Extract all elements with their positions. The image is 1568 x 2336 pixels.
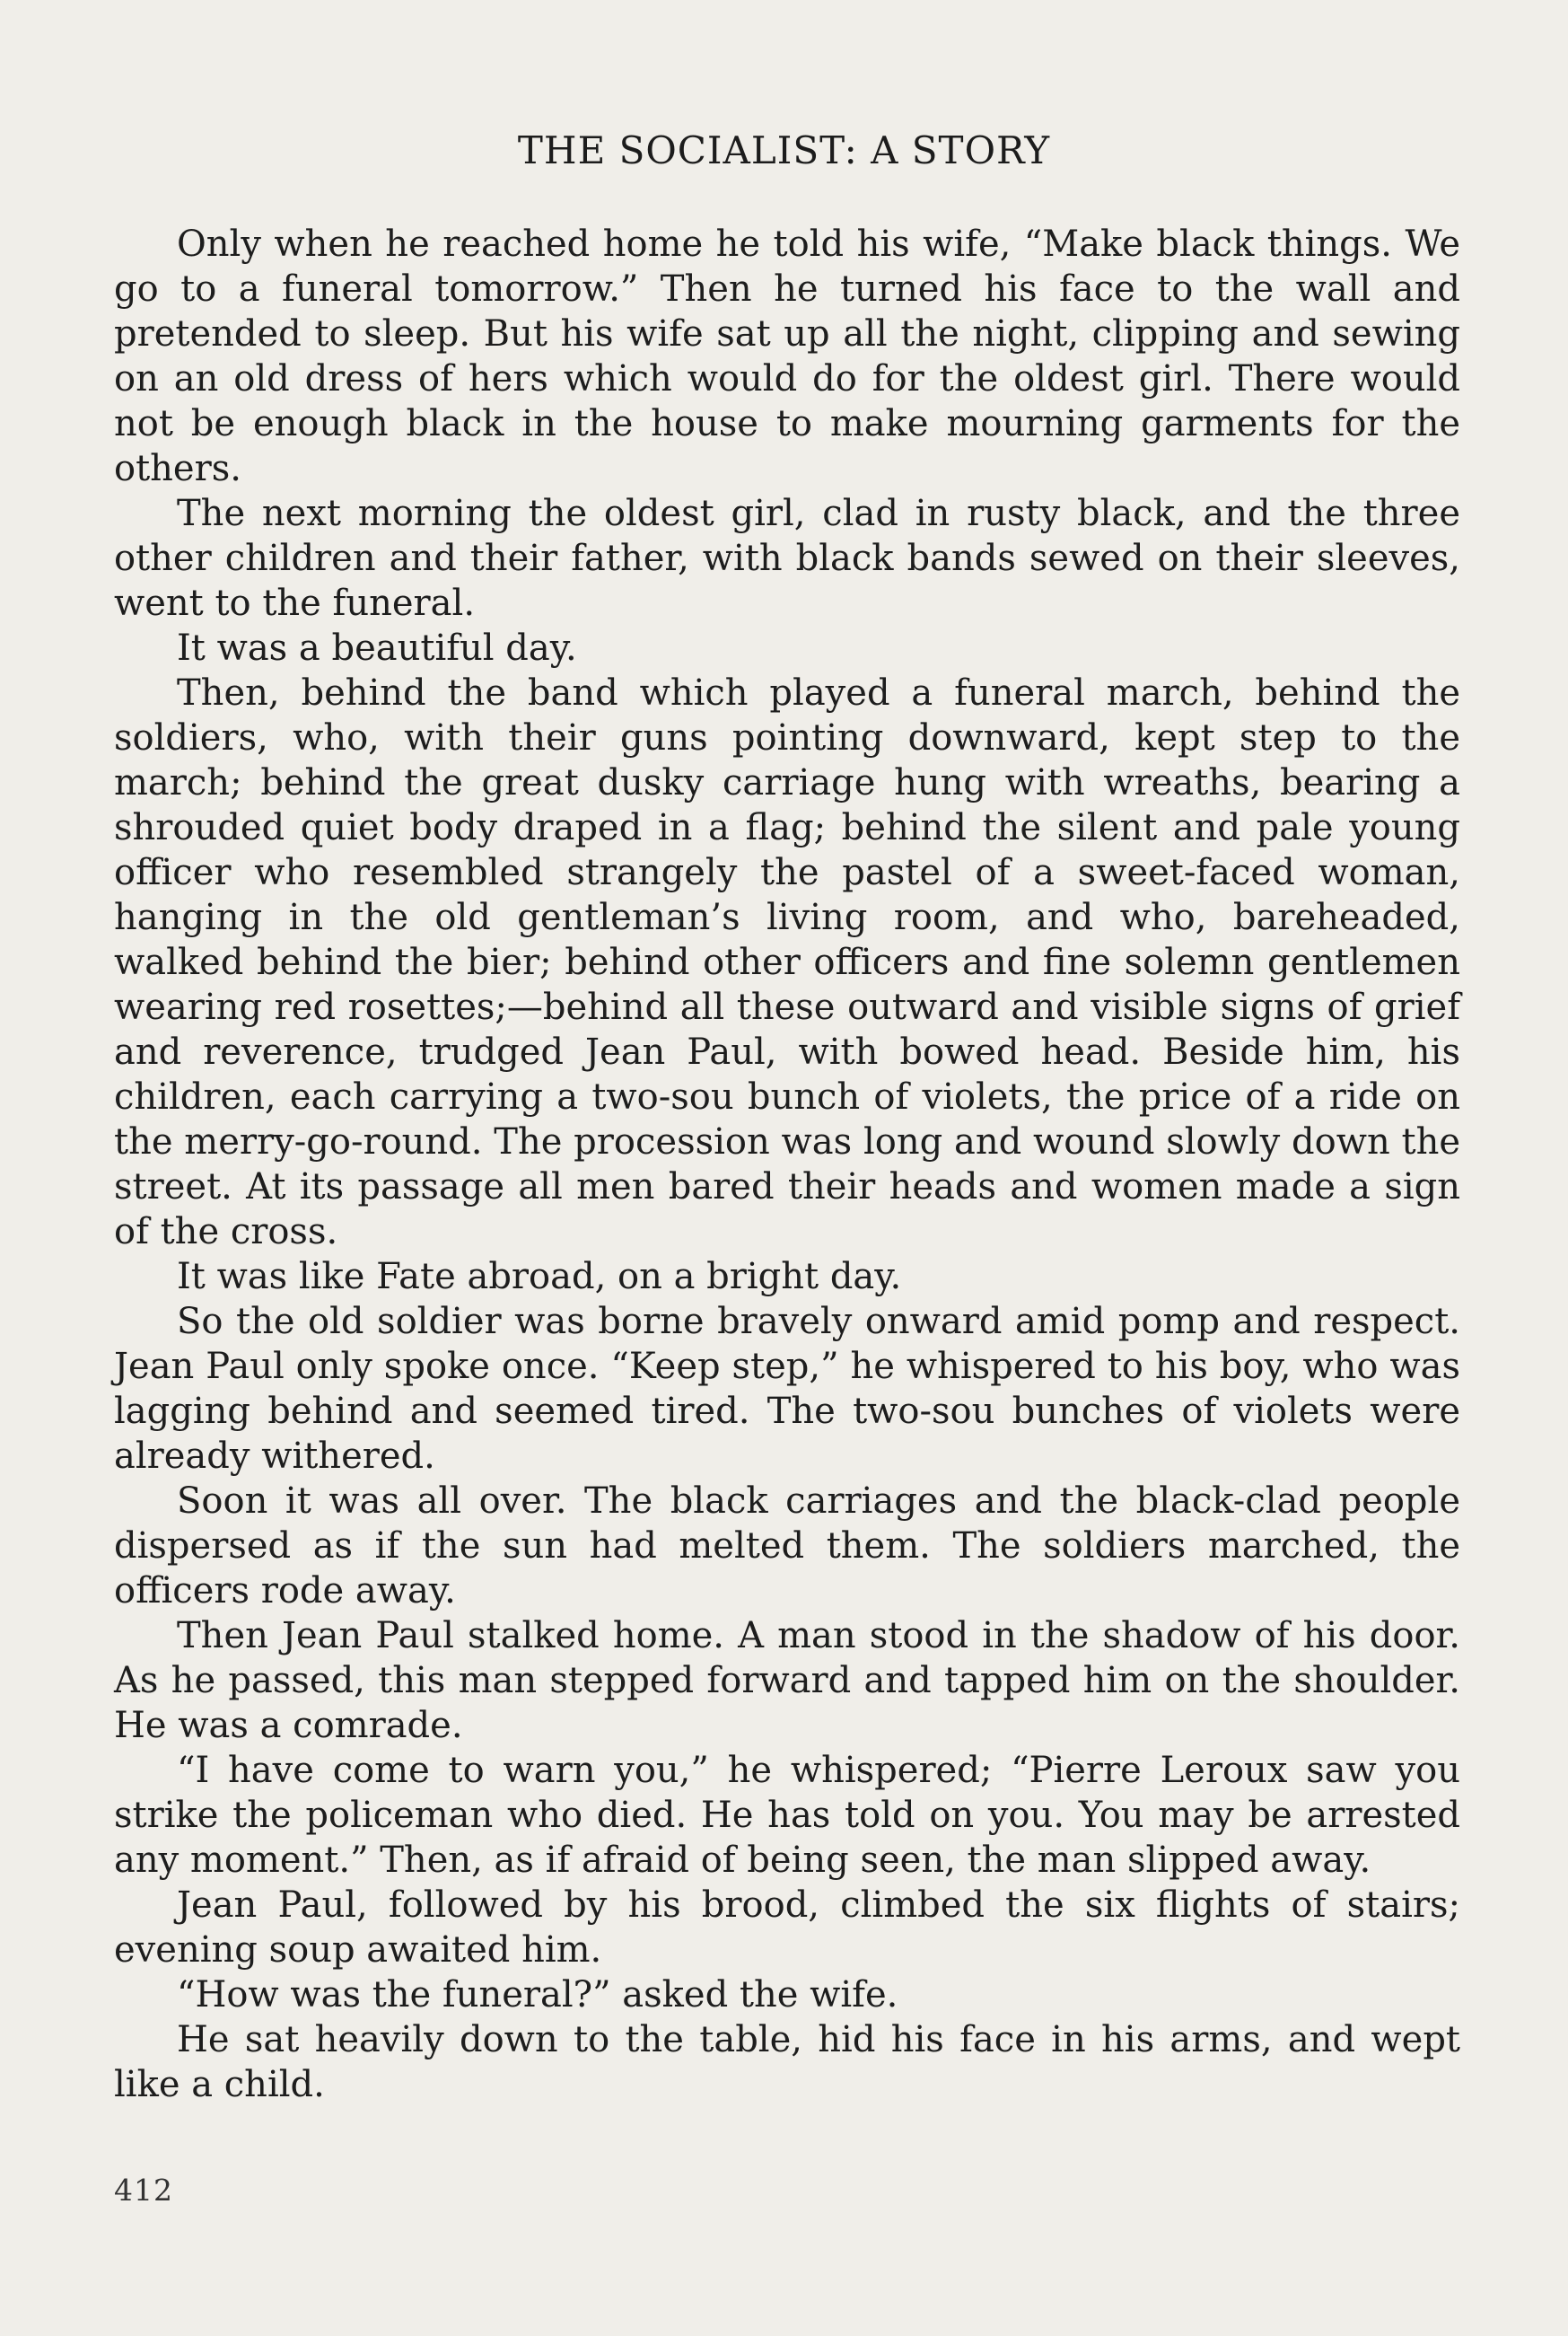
paragraph: Only when he reached home he told his wife, “Make black things. We go to a funeral tomorrow.” Then he turned his face to the wall and pretended to sleep. But his wife sat up all the night, clipping and sewing on an old dress of hers which would do for the oldest girl. There would not be enough black in the house to make mourning garments for the others. — [114, 224, 1460, 489]
paragraph: Then, behind the band which played a funeral march, behind the soldiers, who, with their guns pointing downward, kept step to the march; behind the great dusky carriage hung with wreaths, bearing a shrouded quiet body draped in a flag; behind the silent and pale young officer who resembled strangely the pastel of a sweet-faced woman, hanging in the old gentleman’s living room, and who, bareheaded, walked behind the bier; behind other officers and fine solemn gentlemen wearing red rosettes;—behind all these outward and visible signs of grief and reverence, trudged Jean Paul, with bowed head. Beside him, his children, each carrying a two-sou bunch of violets, the price of a ride on the merry-go-round. The procession was long and wound slowly down the street. At its passage all men bared their heads and women made a sign of the cross. — [114, 672, 1460, 1252]
paragraph: “How was the funeral?” asked the wife. — [177, 1974, 898, 2015]
paragraph: “I have come to warn you,” he whispered; “Pierre Leroux saw you strike the policeman who died. He has told on you. You may be arrested any moment.” Then, as if afraid of being seen, the man slipped away. — [114, 1750, 1460, 1881]
paragraph: It was a beautiful day. — [177, 628, 577, 669]
paragraph: The next morning the oldest girl, clad in rusty black, and the three other children and their father, with black bands sewed on their sleeves, went to the funeral. — [114, 493, 1460, 624]
page-number: 412 — [114, 2173, 173, 2208]
paragraph: Jean Paul, followed by his brood, climbed the six flights of stairs; evening soup awaited him. — [114, 1884, 1460, 1971]
paragraph: He sat heavily down to the table, hid his face in his arms, and wept like a child. — [114, 2019, 1460, 2105]
paragraph: It was like Fate abroad, on a bright day. — [177, 1256, 902, 1297]
paragraph: Then Jean Paul stalked home. A man stood in the shadow of his door. As he passed, this man stepped forward and tapped him on the shoulder. He was a comrade. — [114, 1615, 1460, 1746]
paragraph: So the old soldier was borne bravely onward amid pomp and respect. Jean Paul only spoke once. “Keep step,” he whispered to his boy, who was lagging behind and seemed tired. The two-sou bunches of violets were already withered. — [114, 1301, 1460, 1477]
running-head: THE SOCIALIST: A STORY — [517, 128, 1051, 172]
story-text — [114, 222, 1460, 2107]
paragraph: Soon it was all over. The black carriages and the black-clad people dispersed as if the sun had melted them. The soldiers marched, the officers rode away. — [114, 1480, 1460, 1611]
